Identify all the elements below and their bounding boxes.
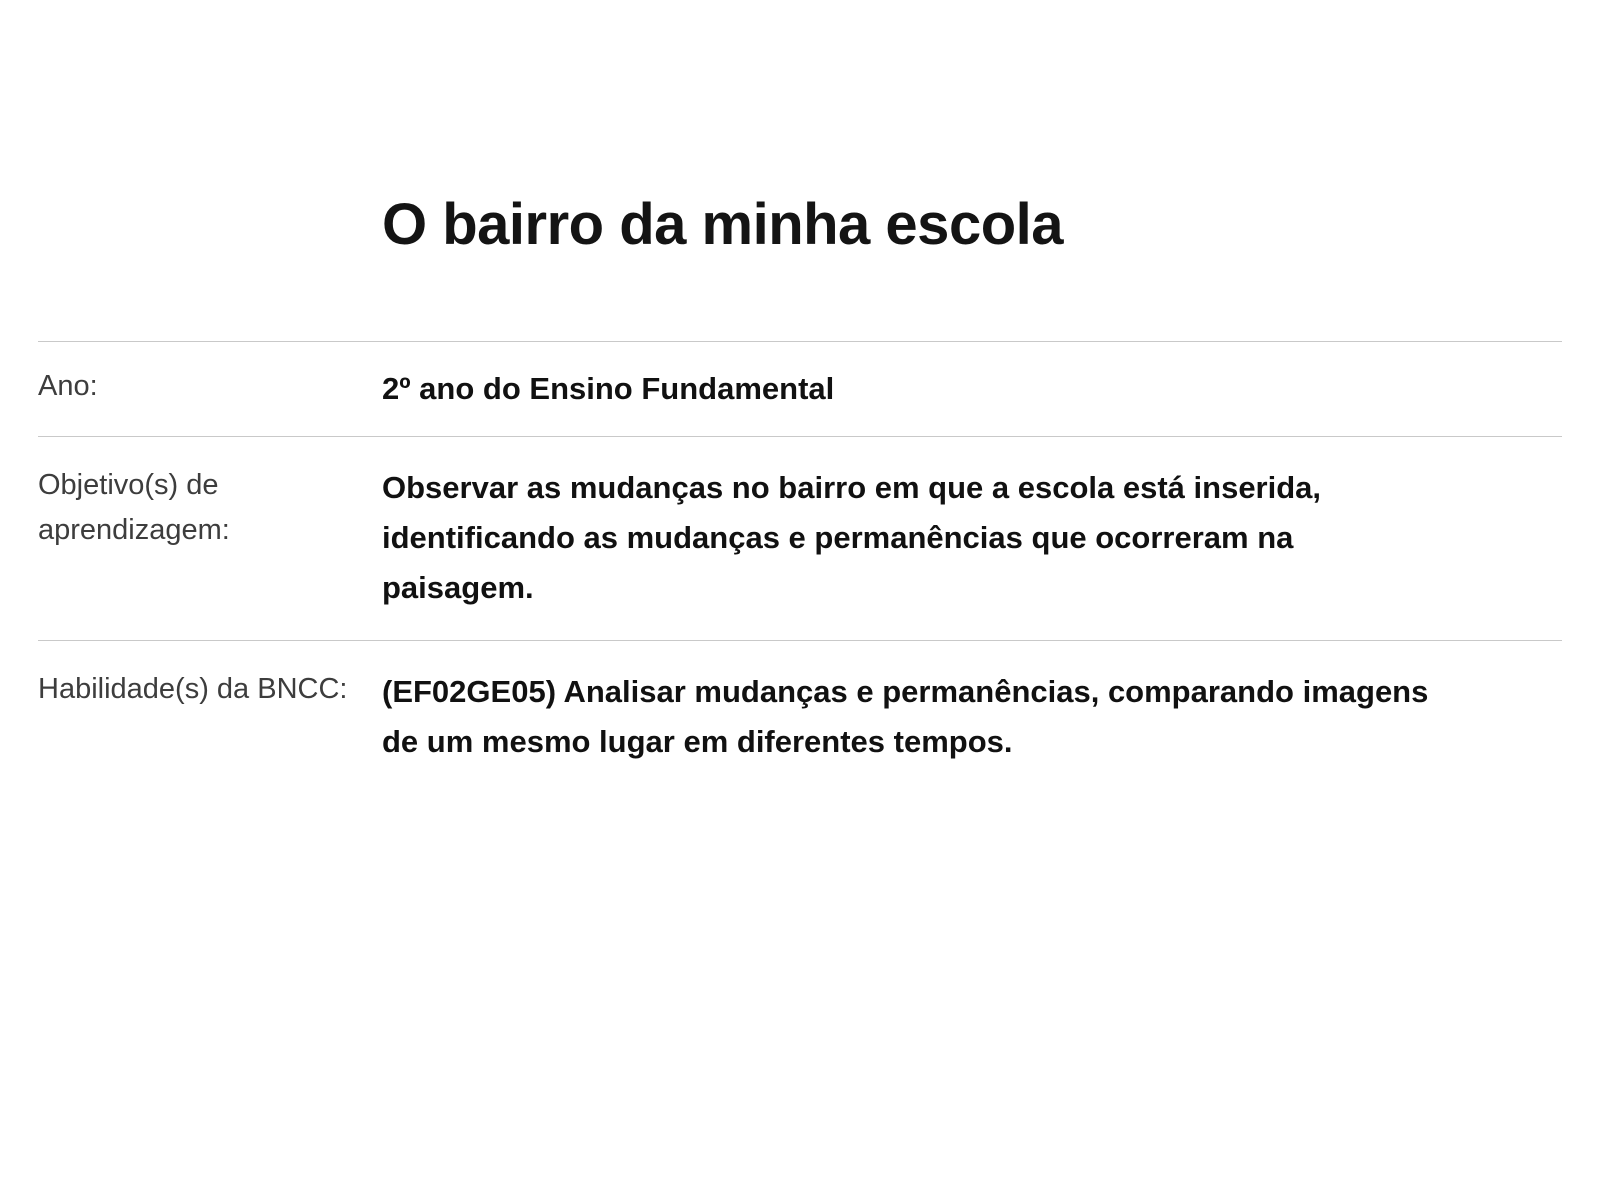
row-label-objetivo: Objetivo(s) de aprendizagem: xyxy=(38,468,230,546)
row-value-bncc: (EF02GE05) Analisar mudanças e permanências, comparando imagens de um mesmo lugar em diferentes tempos. xyxy=(382,673,1429,759)
row-value-ano: 2º ano do Ensino Fundamental xyxy=(382,370,835,406)
table-row-bncc xyxy=(38,640,1562,793)
row-label-bncc: Habilidade(s) da BNCC: xyxy=(38,672,348,705)
page-title: O bairro da minha escola xyxy=(382,192,1063,257)
row-value-objetivo: Observar as mudanças no bairro em que a escola está inserida, identificando as mudanças e permanências que ocorreram na paisagem. xyxy=(382,469,1322,606)
lesson-info-table xyxy=(38,341,1562,793)
row-label-ano: Ano: xyxy=(38,369,98,402)
table-row-ano xyxy=(38,341,1562,436)
table-row-objetivo xyxy=(38,436,1562,640)
